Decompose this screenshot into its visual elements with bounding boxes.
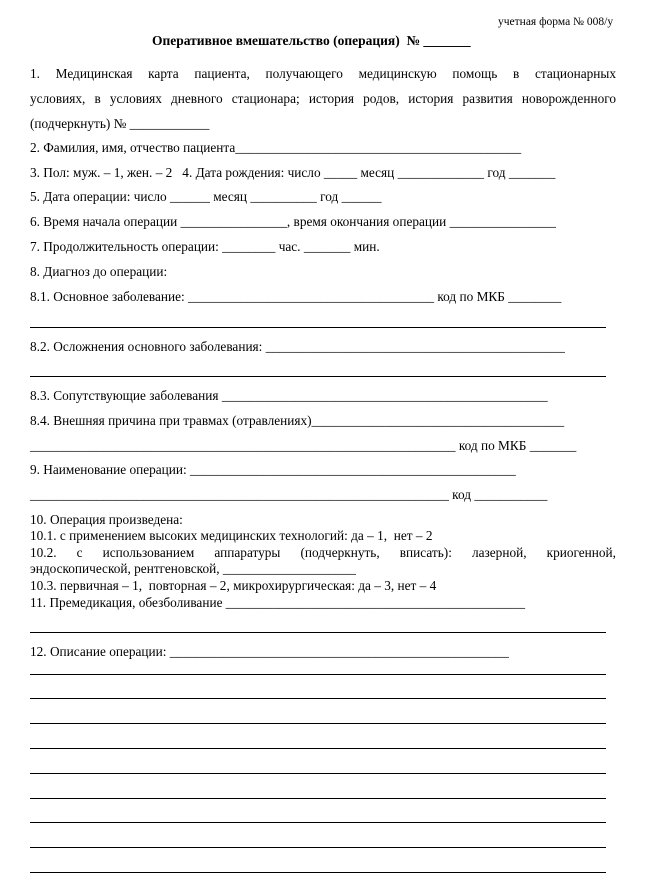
item-8-1-main-disease: 8.1. Основное заболевание: _____________________________________ код по МКБ ________ (30, 289, 562, 304)
item-12-operation-description: 12. Описание операции: ___________________________________________________ (30, 644, 509, 659)
item-8-4-continuation: ________________________________________________________________ код по МКБ _______ (30, 438, 577, 453)
blank-line (30, 872, 606, 873)
item-1-line-2: условиях, в условиях дневного стационара; история родов, история развития новорожденного (30, 91, 616, 106)
blank-line (30, 632, 606, 633)
blank-line (30, 723, 606, 724)
item-8-diagnosis: 8. Диагноз до операции: (30, 264, 168, 279)
item-5-operation-date: 5. Дата операции: число ______ месяц __________ год ______ (30, 189, 382, 204)
item-1-line-1: 1. Медицинская карта пациента, получающего медицинскую помощь в стационарных (30, 66, 616, 81)
item-10-operation-performed: 10. Операция произведена: (30, 512, 183, 527)
item-8-4-external-cause: 8.4. Внешняя причина при травмах (отравлениях)______________________________________ (30, 413, 565, 428)
blank-line (30, 773, 606, 774)
blank-line (30, 798, 606, 799)
item-2-patient-name: 2. Фамилия, имя, отчество пациента___________________________________________ (30, 140, 522, 155)
blank-line (30, 674, 606, 675)
item-1-line-3: (подчеркнуть) № ____________ (30, 116, 210, 131)
item-9-continuation: _______________________________________________________________ код ___________ (30, 487, 548, 502)
item-11-premedication: 11. Премедикация, обезболивание _____________________________________________ (30, 595, 525, 610)
item-6-operation-time: 6. Время начала операции ________________, время окончания операции ________________ (30, 214, 556, 229)
item-9-operation-name: 9. Наименование операции: _________________________________________________ (30, 462, 516, 477)
blank-line (30, 847, 606, 848)
item-10-2-line-1: 10.2. с использованием аппаратуры (подчеркнуть, вписать): лазерной, криогенной, (30, 545, 616, 560)
blank-line (30, 748, 606, 749)
blank-line (30, 376, 606, 377)
blank-line (30, 822, 606, 823)
form-title: Оперативное вмешательство (операция) № _______ (152, 33, 471, 48)
item-10-2-line-2: эндоскопической, рентгеновской, ____________________ (30, 561, 356, 576)
item-8-2-complications: 8.2. Осложнения основного заболевания: _____________________________________________ (30, 339, 565, 354)
item-7-duration: 7. Продолжительность операции: ________ час. _______ мин. (30, 239, 380, 254)
item-10-3-type: 10.3. первичная – 1, повторная – 2, микрохирургическая: да – 3, нет – 4 (30, 578, 437, 593)
blank-line (30, 327, 606, 328)
item-3-4-sex-birthdate: 3. Пол: муж. – 1, жен. – 2 4. Дата рождения: число _____ месяц _____________ год _______ (30, 165, 556, 180)
form-number: учетная форма № 008/у (498, 16, 614, 28)
item-8-3-comorbidities: 8.3. Сопутствующие заболевания _________________________________________________ (30, 388, 548, 403)
item-10-1-high-tech: 10.1. с применением высоких медицинских технологий: да – 1, нет – 2 (30, 528, 433, 543)
blank-line (30, 698, 606, 699)
